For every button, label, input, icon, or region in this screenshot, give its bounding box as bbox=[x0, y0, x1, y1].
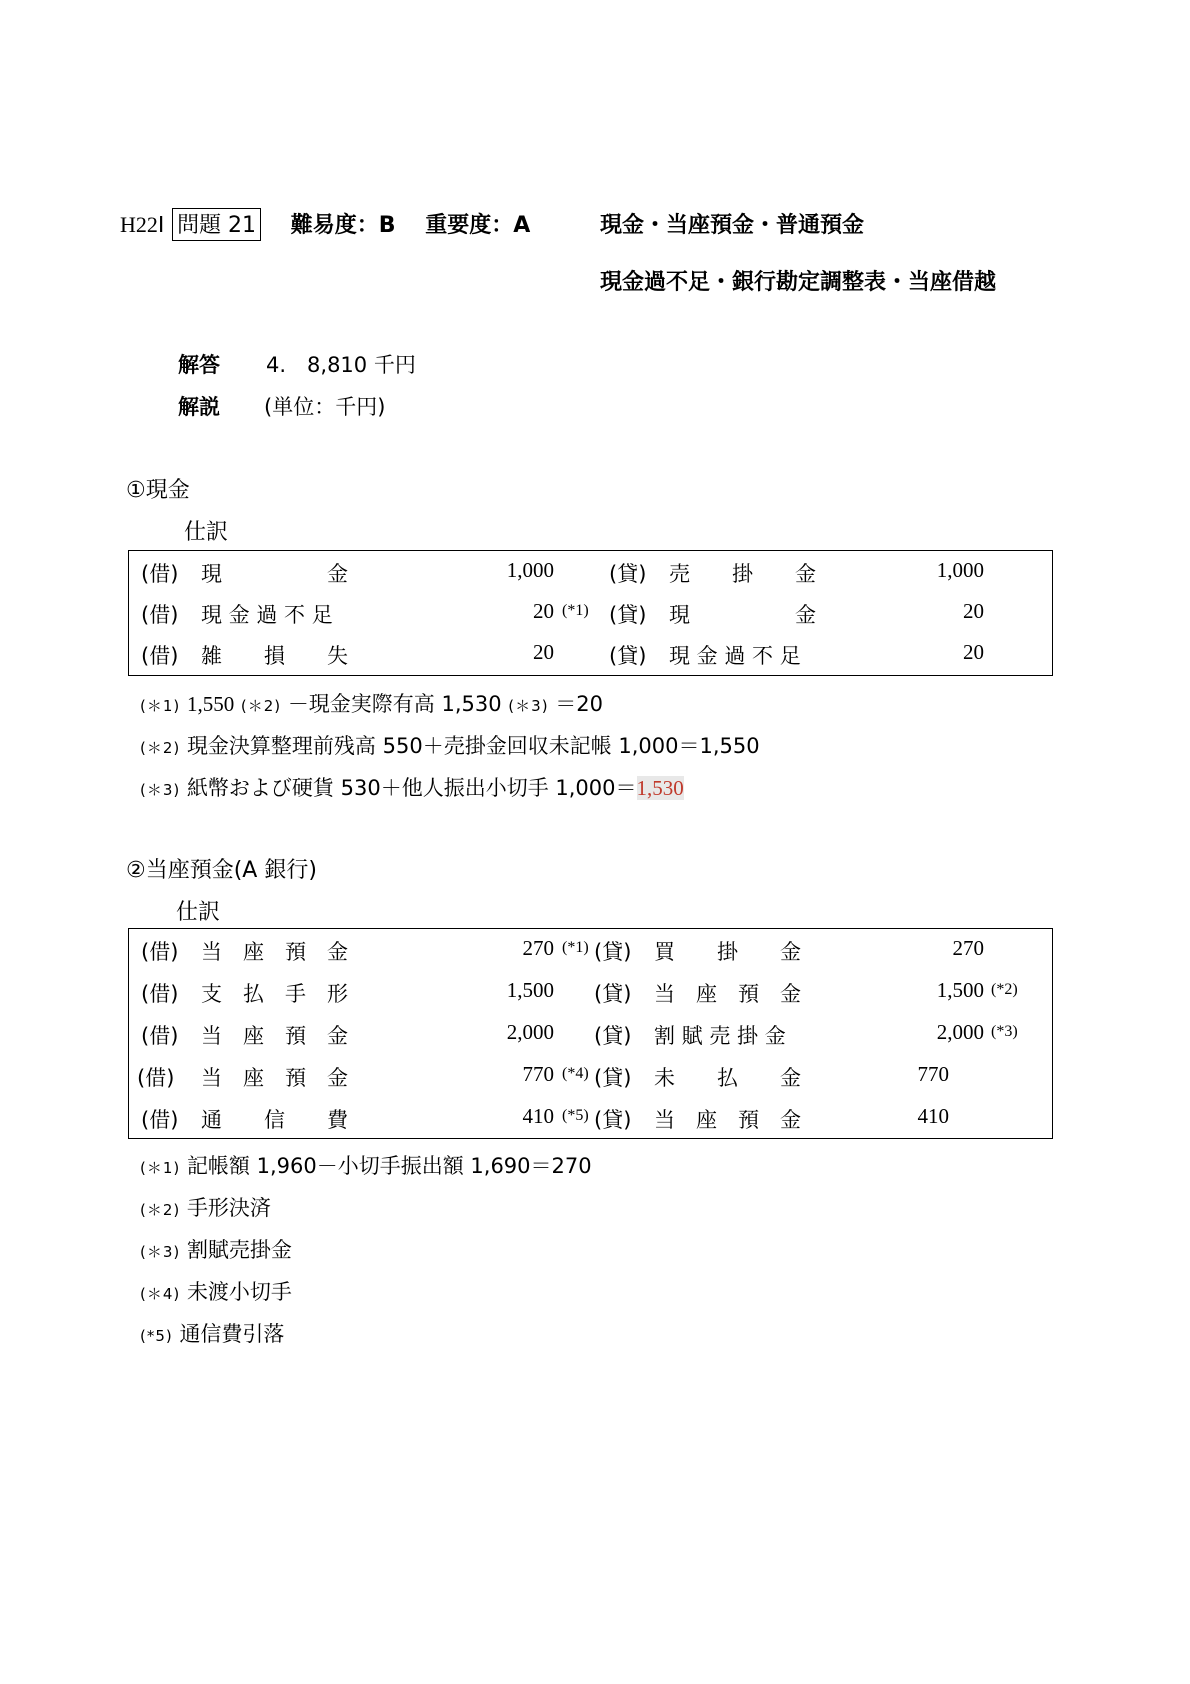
debit-amount: 1,000 bbox=[506, 558, 554, 582]
note-tag: (＊3) bbox=[508, 697, 549, 715]
credit-account: 未 払 金 bbox=[654, 1066, 801, 1090]
credit-marker: (貸) bbox=[594, 1108, 632, 1132]
debit-marker: (借) bbox=[141, 982, 179, 1006]
header-bar bbox=[120, 208, 530, 239]
credit-marker: (貸) bbox=[594, 982, 632, 1006]
credit-amount: 270 bbox=[952, 936, 984, 960]
debit-marker: (借) bbox=[141, 1108, 179, 1132]
question-number-box: 問題 21 bbox=[172, 208, 261, 241]
note-2 bbox=[140, 1192, 271, 1222]
debit-marker: (借) bbox=[141, 644, 179, 668]
debit-account: 当 座 預 金 bbox=[201, 1024, 348, 1048]
debit-account: 通 信 費 bbox=[201, 1108, 348, 1132]
note-tag: (＊3) bbox=[140, 1243, 181, 1261]
note-tag: (＊2) bbox=[140, 1201, 181, 1219]
note-tag: (＊4) bbox=[140, 1285, 181, 1303]
credit-account: 買 掛 金 bbox=[654, 940, 801, 964]
note-tag: (＊2) bbox=[140, 739, 181, 757]
note-text: 現金決算整理前残高 550＋売掛金回収未記帳 1,000＝1,550 bbox=[186, 734, 760, 758]
credit-account: 売 掛 金 bbox=[669, 562, 816, 586]
credit-amount: 20 bbox=[963, 640, 984, 664]
answer-value: 4. 8,810 千円 bbox=[266, 353, 416, 377]
credit-account: 現 金 bbox=[669, 603, 816, 627]
debit-marker: (借) bbox=[141, 562, 179, 586]
note-1 bbox=[140, 1150, 592, 1180]
note-text: 通信費引落 bbox=[179, 1322, 285, 1346]
debit-account: 現 金 過 不 足 bbox=[201, 603, 333, 627]
difficulty-label: 難易度：B bbox=[290, 213, 396, 238]
note-3 bbox=[140, 1234, 292, 1264]
credit-note-mark: (*2) bbox=[991, 981, 1018, 998]
debit-amount: 2,000 bbox=[506, 1020, 554, 1044]
note-tag: (＊1) bbox=[140, 697, 181, 715]
debit-note-mark: (*1) bbox=[562, 602, 589, 619]
highlighted-value: 1,530 bbox=[636, 776, 684, 800]
note-text: 未渡小切手 bbox=[186, 1280, 292, 1304]
section-title-checking: ②当座預金(A 銀行) bbox=[126, 858, 317, 883]
debit-amount: 270 bbox=[522, 936, 554, 960]
note-3 bbox=[140, 772, 684, 802]
importance-label: 重要度：A bbox=[425, 213, 531, 238]
debit-note-mark: (*1) bbox=[562, 939, 589, 956]
journal-row bbox=[129, 1020, 1052, 1060]
credit-marker: (貸) bbox=[609, 644, 647, 668]
journal-table-checking bbox=[128, 928, 1053, 1139]
journal-row bbox=[129, 640, 1052, 680]
journal-row bbox=[129, 1104, 1052, 1144]
note-text: 割賦売掛金 bbox=[186, 1238, 292, 1262]
section-title-cash: ①現金 bbox=[126, 478, 190, 503]
exam-code: H22Ⅰ bbox=[120, 212, 165, 237]
note-tag: (＊2) bbox=[240, 697, 282, 715]
credit-account: 割 賦 売 掛 金 bbox=[654, 1024, 786, 1048]
topic-line-2: 現金過不足・銀行勘定調整表・当座借越 bbox=[600, 270, 997, 295]
debit-marker: (借) bbox=[141, 1024, 179, 1048]
topic-line-1: 現金・当座預金・普通預金 bbox=[600, 213, 865, 238]
credit-marker: (貸) bbox=[594, 940, 632, 964]
unit-note: (単位：千円) bbox=[264, 395, 386, 419]
debit-amount: 410 bbox=[522, 1104, 554, 1128]
note-5 bbox=[140, 1318, 284, 1348]
debit-account: 当 座 預 金 bbox=[201, 1066, 348, 1090]
debit-account: 雑 損 失 bbox=[201, 644, 348, 668]
credit-amount: 410 bbox=[917, 1104, 949, 1128]
debit-note-mark: (*4) bbox=[562, 1065, 589, 1082]
journal-row bbox=[129, 1062, 1052, 1102]
debit-amount: 770 bbox=[522, 1062, 554, 1086]
note-2 bbox=[140, 730, 760, 760]
journal-row bbox=[129, 978, 1052, 1018]
note-tag: (*5) bbox=[140, 1327, 173, 1345]
note-text: 記帳額 1,960－小切手振出額 1,690＝270 bbox=[186, 1154, 592, 1178]
credit-note-mark: (*3) bbox=[991, 1023, 1018, 1040]
debit-account: 現 金 bbox=[201, 562, 348, 586]
journal-row bbox=[129, 936, 1052, 976]
debit-marker: (借) bbox=[141, 940, 179, 964]
credit-account: 現 金 過 不 足 bbox=[669, 644, 801, 668]
journal-row bbox=[129, 599, 1052, 639]
journal-label: 仕訳 bbox=[176, 900, 221, 925]
journal-label: 仕訳 bbox=[184, 520, 229, 545]
debit-marker: (借) bbox=[141, 603, 179, 627]
note-tag: (＊1) bbox=[140, 1159, 181, 1177]
note-value: 1,550 bbox=[186, 692, 235, 716]
note-text: ＝20 bbox=[555, 692, 603, 716]
credit-account: 当 座 預 金 bbox=[654, 1108, 801, 1132]
note-1 bbox=[140, 688, 603, 718]
journal-table-cash bbox=[128, 550, 1053, 676]
credit-amount: 1,500 bbox=[936, 978, 984, 1002]
credit-marker: (貸) bbox=[594, 1024, 632, 1048]
note-4 bbox=[140, 1276, 292, 1306]
debit-marker: (借) bbox=[137, 1066, 175, 1090]
debit-account: 当 座 預 金 bbox=[201, 940, 348, 964]
debit-amount: 1,500 bbox=[506, 978, 554, 1002]
credit-amount: 770 bbox=[917, 1062, 949, 1086]
explanation-label: 解説 bbox=[178, 395, 220, 419]
note-text: －現金実際有高 1,530 bbox=[287, 692, 502, 716]
debit-amount: 20 bbox=[533, 599, 554, 623]
credit-marker: (貸) bbox=[609, 603, 647, 627]
credit-marker: (貸) bbox=[594, 1066, 632, 1090]
credit-account: 当 座 預 金 bbox=[654, 982, 801, 1006]
credit-amount: 20 bbox=[963, 599, 984, 623]
debit-note-mark: (*5) bbox=[562, 1107, 589, 1124]
note-text: 紙幣および硬貨 530＋他人振出小切手 1,000＝ bbox=[186, 776, 637, 800]
note-tag: (＊3) bbox=[140, 781, 181, 799]
answer-label: 解答 bbox=[178, 353, 220, 377]
credit-amount: 2,000 bbox=[936, 1020, 984, 1044]
note-text: 手形決済 bbox=[186, 1196, 271, 1220]
journal-row bbox=[129, 558, 1052, 598]
debit-amount: 20 bbox=[533, 640, 554, 664]
credit-amount: 1,000 bbox=[936, 558, 984, 582]
debit-account: 支 払 手 形 bbox=[201, 982, 348, 1006]
credit-marker: (貸) bbox=[609, 562, 647, 586]
